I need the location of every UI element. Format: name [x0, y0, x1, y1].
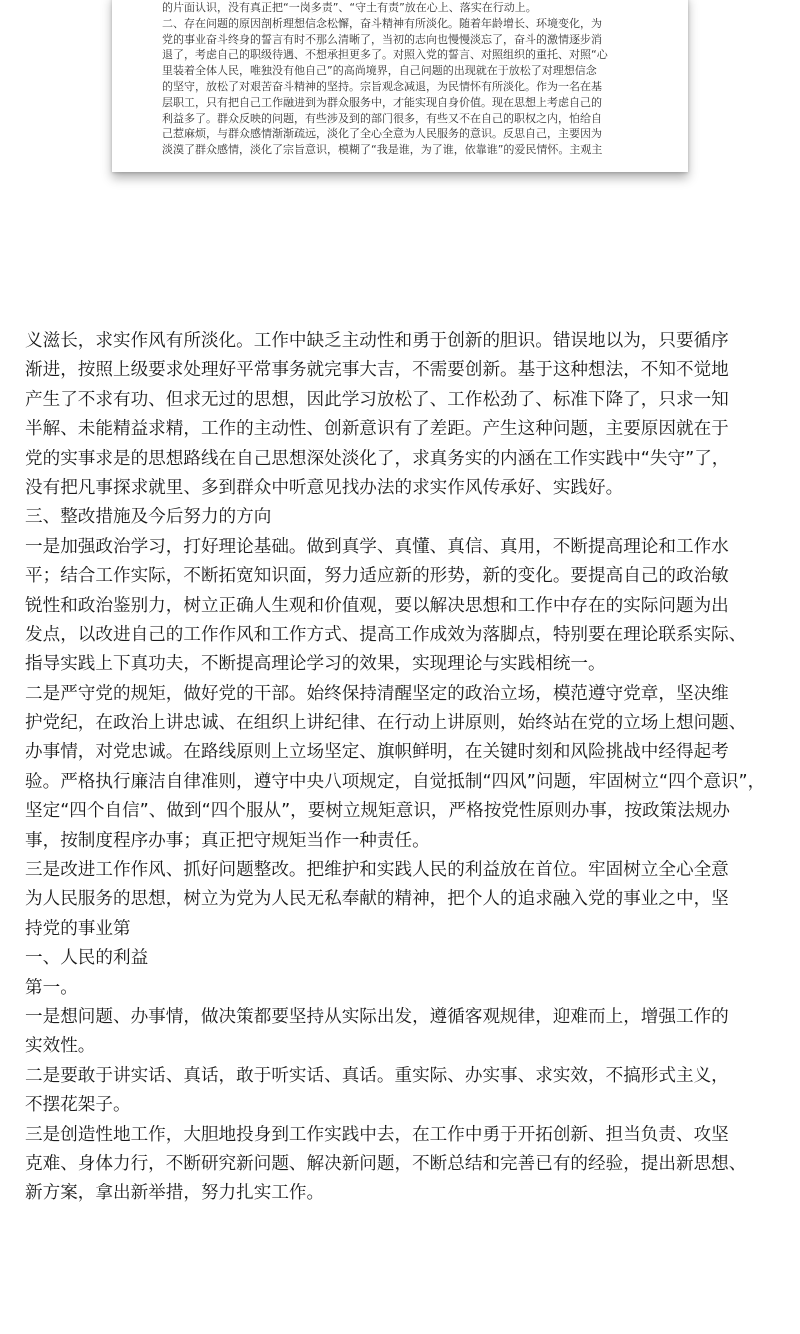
paragraph-line: 一是加强政治学习，打好理论基础。做到真学、真懂、真信、真用，不断提高理论和工作水 [25, 536, 729, 557]
preview-text-line: 利益多了。群众反映的问题，有些涉及到的部门很多，有些又不在自己的职权之内，怕给自 [162, 111, 602, 125]
document-preview-card [112, 0, 688, 172]
document-body [25, 327, 785, 1209]
preview-text-line: 里装着全体人民，唯独没有他自己”的高尚境界，自己问题的出现就在于放松了对理想信念 [162, 64, 597, 78]
paragraph-line: 发点，以改进自己的工作作风和工作方式、提高工作成效为落脚点，特别要在理论联系实际、 [25, 624, 747, 645]
paragraph-line: 没有把凡事探求就里、多到群众中听意见找办法的求实作风传承好、实践好。 [25, 477, 624, 498]
preview-text-line: 的坚守，放松了对艰苦奋斗精神的坚持。宗旨观念减退，为民情怀有所淡化。作为一名在基 [162, 79, 602, 93]
paragraph-line: 为人民服务的思想，树立为党为人民无私奉献的精神，把个人的追求融入党的事业之中，坚 [25, 889, 729, 910]
paragraph-line: 指导实践上下真功夫，不断提高理论学习的效果，实现理论与实践相统一。 [25, 654, 606, 675]
paragraph-line: 三是创造性地工作，大胆地投身到工作实践中去，在工作中勇于开拓创新、担当负责、攻坚 [25, 1124, 729, 1145]
paragraph-line: 护党纪，在政治上讲忠诚、在组织上讲纪律、在行动上讲原则，始终站在党的立场上想问题、 [25, 713, 747, 734]
paragraph-line: 平；结合工作实际，不断拓宽知识面，努力适应新的形势，新的变化。要提高自己的政治敏 [25, 566, 729, 587]
paragraph-line: 验。严格执行廉洁自律准则，遵守中央八项规定，自觉抵制“四风”问题，牢固树立“四个意识”， [25, 771, 766, 792]
paragraph-line: 半解、未能精益求精，工作的主动性、创新意识有了差距。产生这种问题，主要原因就在于 [25, 419, 729, 440]
paragraph-line: 一、人民的利益 [25, 948, 149, 969]
paragraph-line: 二是严守党的规矩，做好党的干部。始终保持清醒坚定的政治立场，模范遵守党章，坚决维 [25, 683, 729, 704]
paragraph-line: 新方案，拿出新举措，努力扎实工作。 [25, 1183, 325, 1204]
preview-text-line: 己惹麻烦，与群众感情渐渐疏远，淡化了全心全意为人民服务的意识。反思自己，主要因为 [162, 127, 602, 141]
preview-text [162, 0, 662, 158]
paragraph-line: 锐性和政治鉴别力，树立正确人生观和价值观，要以解决思想和工作中存在的实际问题为出 [25, 595, 729, 616]
preview-text-line: 层职工，只有把自己工作融进到为群众服务中，才能实现自身价值。现在思想上考虑自己的 [162, 95, 602, 109]
paragraph-line: 一是想问题、办事情，做决策都要坚持从实际出发，遵循客观规律，迎难而上，增强工作的 [25, 1006, 729, 1027]
paragraph-line: 不摆花架子。 [25, 1095, 131, 1116]
paragraph-line: 坚定“四个自信”、做到“四个服从”，要树立规矩意识，严格按党性原则办事，按政策法规办 [25, 801, 731, 822]
preview-text-line: 二、存在问题的原因剖析理想信念松懈，奋斗精神有所淡化。随着年龄增长、环境变化，为 [162, 16, 602, 30]
paragraph-line: 渐进，按照上级要求处理好平常事务就完事大吉，不需要创新。基于这种想法，不知不觉地 [25, 360, 729, 381]
paragraph-line: 三、整改措施及今后努力的方向 [25, 507, 272, 528]
paragraph-line: 持党的事业第 [25, 918, 131, 939]
preview-text-line: 的片面认识，没有真正把“一岗多责”、“守土有责”放在心上、落实在行动上。 [162, 1, 537, 14]
paragraph-line: 第一。 [25, 977, 78, 998]
paragraph-line: 克难、身体力行，不断研究新问题、解决新问题，不断总结和完善已有的经验，提出新思想、 [25, 1153, 747, 1174]
preview-text-line: 淡漠了群众感情，淡化了宗旨意识，模糊了“我是谁，为了谁，依靠谁”的爱民情怀。主观主 [162, 143, 603, 157]
paragraph-line: 党的实事求是的思想路线在自己思想深处淡化了，求真务实的内涵在工作实践中“失守”了， [25, 448, 730, 469]
preview-text-line: 党的事业奋斗终身的誓言有时不那么清晰了，当初的志向也慢慢淡忘了，奋斗的激情逐步消 [162, 32, 602, 46]
paragraph-line: 产生了不求有功、但求无过的思想，因此学习放松了、工作松劲了、标准下降了，只求一知 [25, 389, 729, 410]
paragraph-line: 三是改进工作作风、抓好问题整改。把维护和实践人民的利益放在首位。牢固树立全心全意 [25, 860, 729, 881]
paragraph-line: 办事情，对党忠诚。在路线原则上立场坚定、旗帜鲜明，在关键时刻和风险挑战中经得起考 [25, 742, 729, 763]
paragraph-line: 义滋长，求实作风有所淡化。工作中缺乏主动性和勇于创新的胆识。错误地以为，只要循序 [25, 331, 729, 351]
paragraph-line: 事，按制度程序办事；真正把守规矩当作一种责任。 [25, 830, 430, 851]
preview-text-line: 退了，考虑自己的职级待遇、不想承担更多了。对照入党的誓言、对照组织的重托、对照“心 [162, 48, 608, 62]
paragraph-line: 实效性。 [25, 1036, 96, 1057]
paragraph-line: 二是要敢于讲实话、真话，敢于听实话、真话。重实际、办实事、求实效，不搞形式主义， [25, 1065, 729, 1086]
